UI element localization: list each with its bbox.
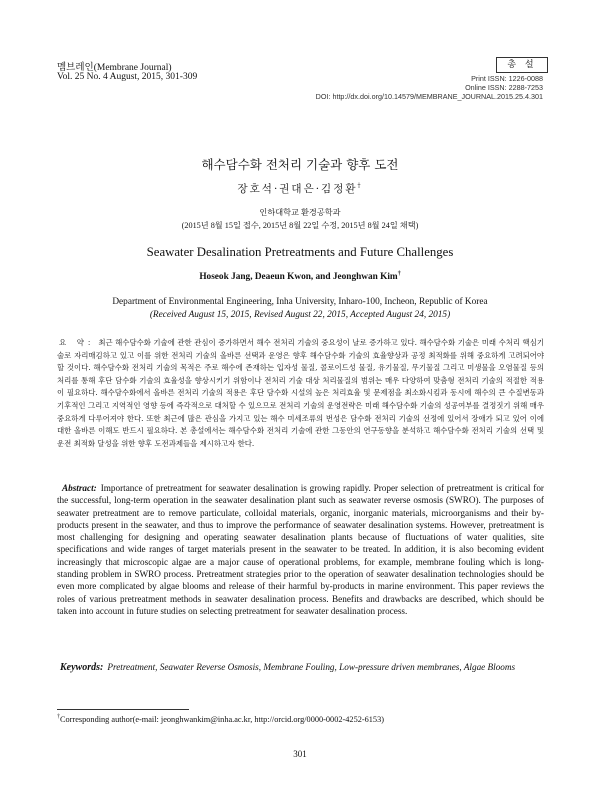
english-title: Seawater Desalination Pretreatments and Future Challenges [146,245,454,259]
korean-affiliation: 인하대학교 환경공학과 [259,208,341,217]
english-dates: (Received August 15, 2015, Revised August 22, 2015, Accepted August 24, 2015) [149,310,451,320]
korean-authors [0,181,600,196]
korean-abstract [57,337,544,450]
korean-dates: (2015년 8월 15일 접수, 2015년 8월 22일 수정, 2015년 8월 24일 채택) [181,221,419,230]
footnote-divider [57,709,189,710]
korean-author-names: 장호석·권대은·김정환 [237,183,358,195]
footnote-text: Corresponding author(e-mail: jeonghwankim@inha.ac.kr, http://orcid.org/0000-0002-4252-6153) [60,714,384,724]
keywords [60,661,544,674]
english-affiliation: Department of Environmental Engineering, Inha University, Inharo-100, Incheon, Republic of Korea [112,297,488,307]
online-issn: Online ISSN: 2288-7253 [465,83,543,92]
journal-name: 멤브레인(Membrane Journal) [57,63,172,73]
keywords-label: Keywords: [60,662,104,673]
keywords-text: Pretreatment, Seawater Reverse Osmosis, Membrane Fouling, Low-pressure driven membranes, Algae Blooms [107,662,516,672]
article-type-badge: 총 설 [496,57,548,73]
page-number: 301 [293,749,307,759]
english-abstract-label: Abstract: [62,483,97,493]
print-issn: Print ISSN: 1226-0088 [471,74,543,83]
english-author-names: Hoseok Jang, Deaeun Kwon, and Jeonghwan Kim [199,272,398,283]
english-authors [0,271,600,282]
corresponding-author-footnote [57,714,384,724]
korean-abstract-text: 최근 해수담수화 기술에 관한 관심이 증가하면서 해수 전처리 기술의 중요성이 날로 증가하고 있다. 해수담수화 기술은 미래 수처리 핵심기술로 자리매김하고 있고 이를 위한 전처리 기술의 올바른 선택과 운영은 향후 해수담수화 기술의 효율향상과 공정 최적화를 위해 중요하게 고려되어야 할 것이다. 해수담수화 전처리 기술의 목적은 주로 해수에 존재하는 입자성 물질, 콜로이드성 물질, 유기물질, 무기물질 그리고 미생물을 오염물질 등의 처리를 통해 후단 담수화 기술의 효율성을 향상시키기 위함이나 전처리 기술 대상 처리물질의 범위는 매우 다양하여 맞춤형 전처리 기술의 적절한 적용이 필요하다. 해수담수화에서 올바른 전처리 기술의 적용은 후단 담수화 시설의 높은 처리효율 및 문제점을 최소화시킴과 동시에 해수의 큰 수질변동과 기후적인 그리고 지역적인 영향 등에 즉각적으로 대처할 수 있으므로 전처리 기술의 운영전략은 미래 해수담수화 기술의 성공여부를 결정짓기 위해 매우 중요하게 다루어져야 한다. 또한 최근에 많은 관심을 가지고 있는 해수 미세조류의 번성은 담수화 전처리 기술의 선정에 있어서 장애가 되고 있어 이에 대한 올바른 이해도 반드시 필요하다. 본 총설에서는 해수담수화 전처리 기술에 관한 그동안의 연구동향을 분석하고 해수담수화 전처리 기술의 선택 및 운전 최적화 달성을 위한 향후 도전과제들을 제시하고자 한다. [57,338,544,448]
korean-abstract-label: 요 약: [59,338,95,347]
doi-link[interactable]: DOI: http://dx.doi.org/10.14579/MEMBRANE_JOURNAL.2015.25.4.301 [315,92,543,101]
korean-title: 해수담수화 전처리 기술과 향후 도전 [201,157,399,172]
volume-info: Vol. 25 No. 4 August, 2015, 301-309 [57,72,198,82]
english-abstract [57,482,544,617]
english-author-mark: † [397,271,401,277]
english-abstract-text: Importance of pretreatment for seawater desalination is growing rapidly. Proper selection of pretreatment is critical for the successful, long-term operation in the seawater desalination plant such as seawater reverse osmosis (SWRO). The purposes of seawater pretreatment are to remove particulate, colloidal materials, organic, inorganic materials, microorganisms and their by-products present in the seawater, and thus to improve the performance of seawater desalination systems. However, pretreatment is most challenging for designing and operating seawater desalination plants because of fluctuations of water qualities, site specifications and wide ranges of target materials present in the seawater to be treated. In addition, it is also becoming evident increasingly that microscopic algae are a major cause of operational problems, for example, membrane fouling which is long-standing problem in SWRO process. Pretreatment strategies prior to the operation of seawater desalination technologies should be even more complicated by algae blooms and release of their harmful by-products in marine environment. This paper reviews the roles of various pretreatment methods in seawater desalination process. Benefits and drawbacks are described, which should be taken into account in future studies on selecting pretreatment for seawater desalination process. [57,483,544,616]
footnote-mark: † [57,714,60,720]
korean-author-mark: † [357,182,363,190]
